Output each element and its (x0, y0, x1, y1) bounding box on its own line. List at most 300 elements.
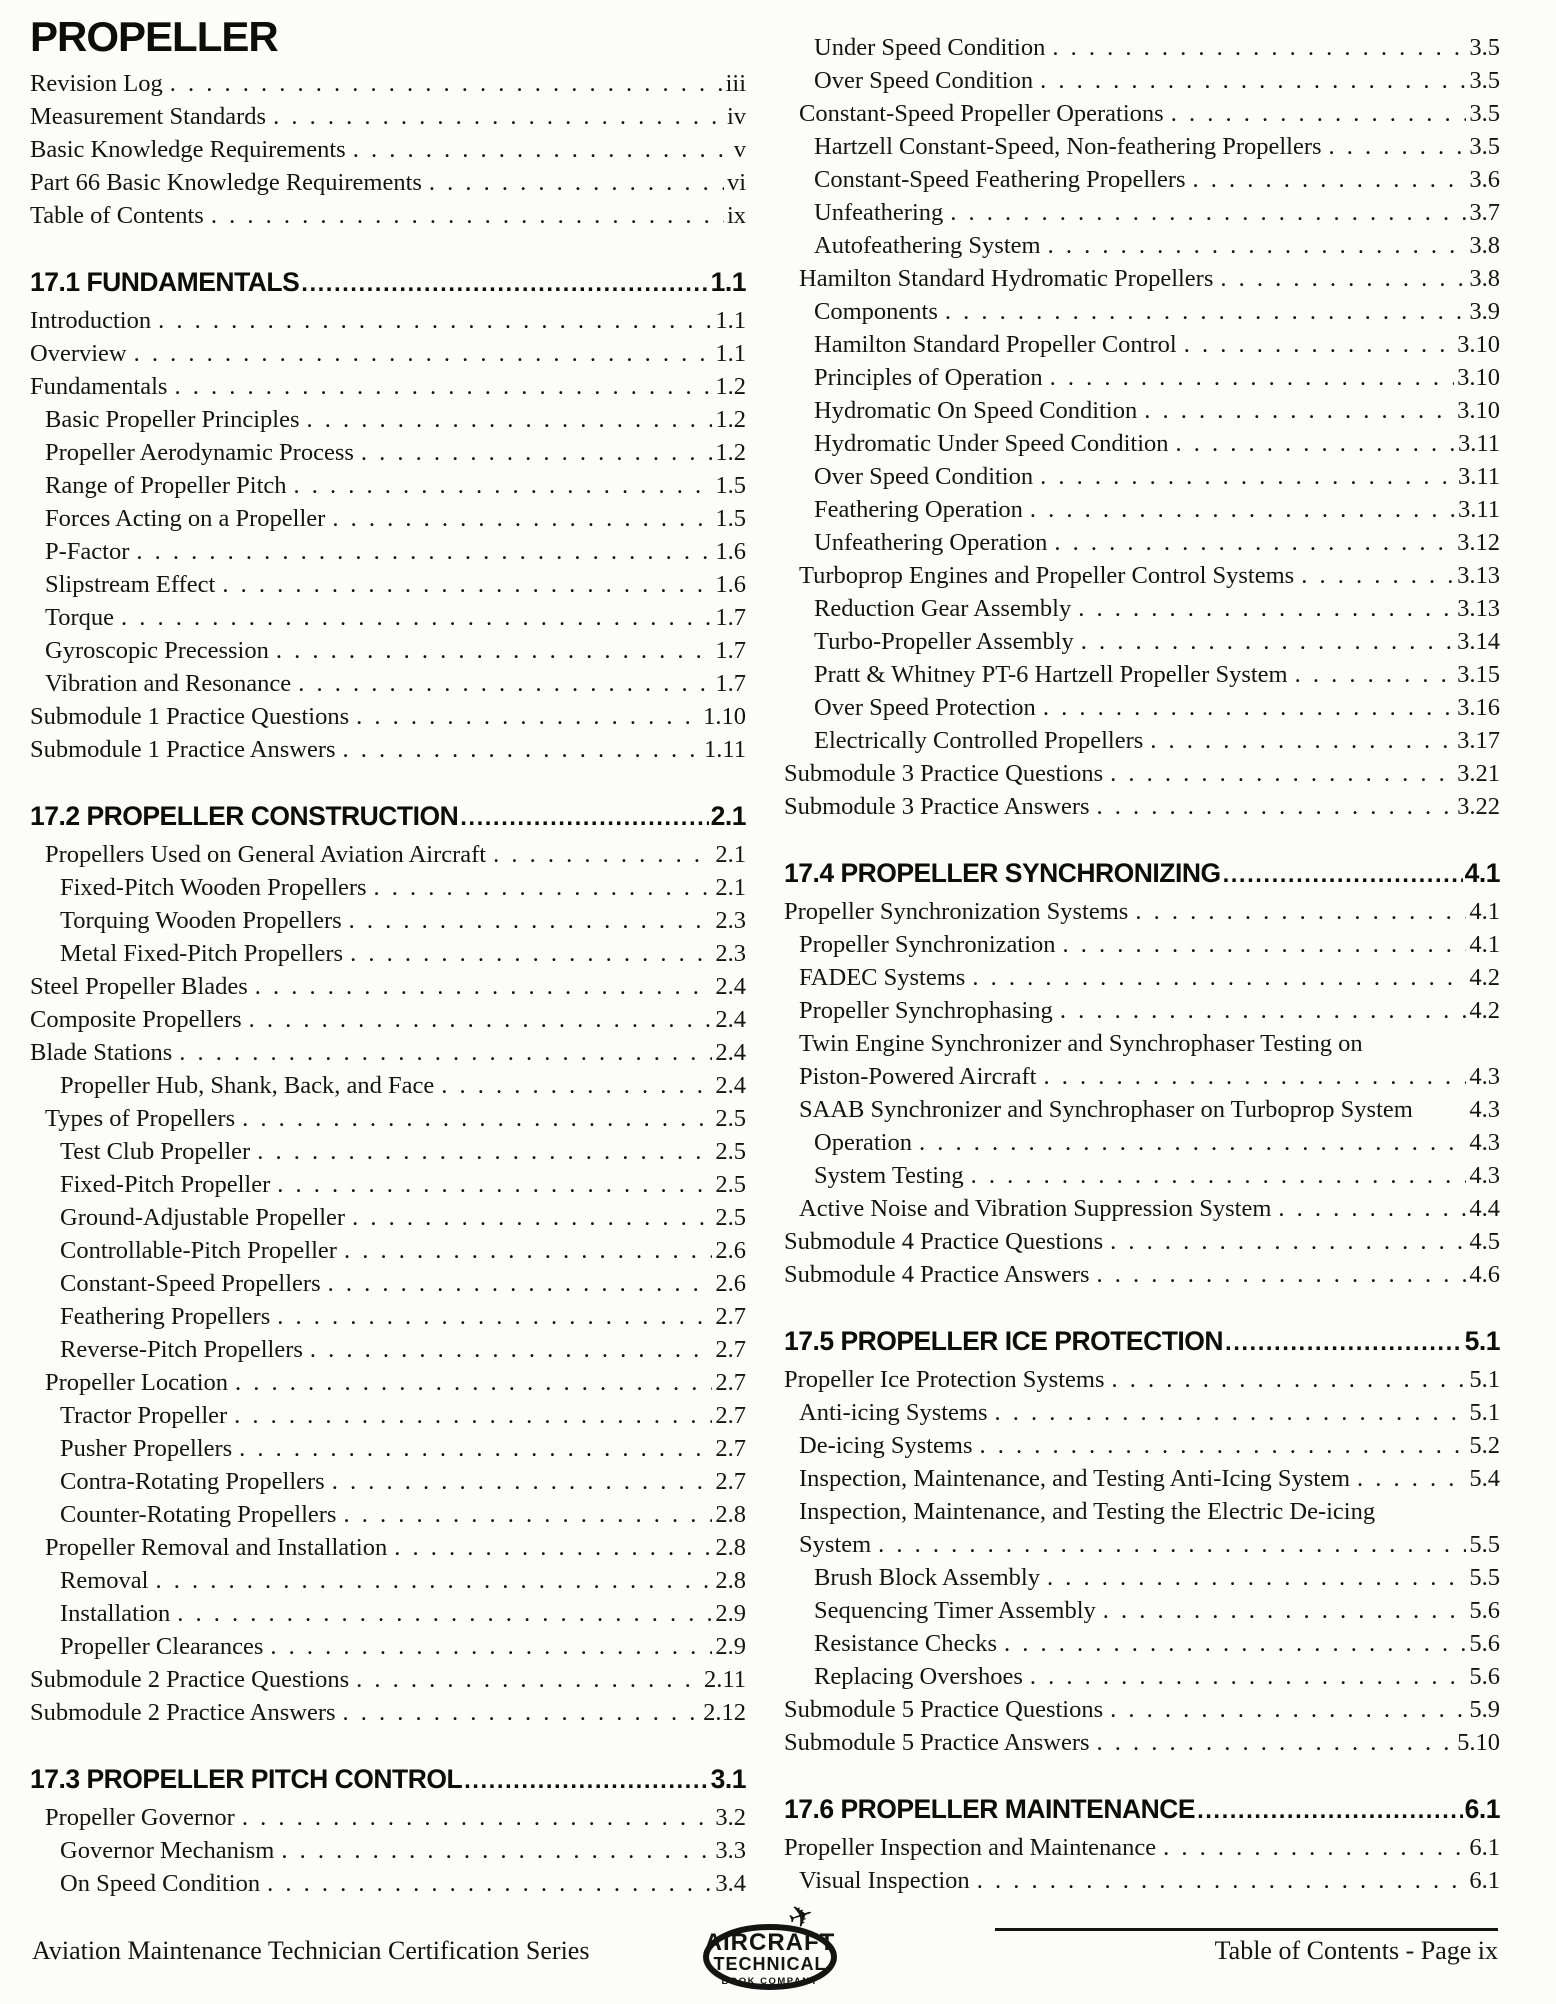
toc-entry-page: 3.10 (1457, 364, 1500, 391)
toc-entry-page: 5.5 (1469, 1531, 1500, 1558)
toc-entry-title: Blade Stations (30, 1039, 173, 1066)
toc-entry-page: v (733, 136, 746, 163)
toc-entry (784, 1399, 1500, 1432)
toc-entry-title: Principles of Operation (814, 364, 1043, 391)
toc-entry-title: Turboprop Engines and Propeller Control Systems (799, 562, 1295, 589)
toc-entry-page: 3.10 (1457, 397, 1500, 424)
leader-dots (977, 1867, 1467, 1895)
leader-dots (1197, 1794, 1463, 1825)
toc-entry-page: iv (726, 103, 746, 130)
toc-section (784, 34, 1500, 826)
toc-entry (784, 694, 1500, 727)
toc-entry-page: 3.17 (1457, 727, 1500, 754)
toc-entry-title: Constant-Speed Propellers (60, 1270, 321, 1297)
leader-dots (273, 103, 724, 131)
toc-entry (784, 1228, 1500, 1261)
toc-entry-page: 5.9 (1469, 1696, 1500, 1723)
toc-entry (30, 571, 746, 604)
leader-dots (170, 70, 723, 98)
leader-dots (343, 736, 702, 764)
toc-entry-page: 3.13 (1457, 595, 1500, 622)
toc-entry (784, 34, 1500, 67)
toc-entry-title: Part 66 Basic Knowledge Requirements (30, 169, 422, 196)
toc-entry-title: Visual Inspection (799, 1867, 970, 1894)
leader-dots (1220, 265, 1466, 293)
toc-entry (784, 100, 1500, 133)
leader-dots (301, 267, 708, 298)
leader-dots (1063, 931, 1467, 959)
toc-entry-page: 2.7 (715, 1402, 746, 1429)
toc-entry-title: Constant-Speed Feathering Propellers (814, 166, 1186, 193)
leader-dots (1040, 463, 1455, 491)
toc-entry (30, 1435, 746, 1468)
leader-dots (136, 538, 712, 566)
toc-entry-title: Propeller Governor (45, 1804, 235, 1831)
section-header-page: 4.1 (1464, 858, 1500, 888)
toc-entry-page: 2.5 (715, 1105, 746, 1132)
toc-entry-title: Basic Knowledge Requirements (30, 136, 346, 163)
leader-dots (1193, 166, 1467, 194)
toc-entry (784, 661, 1500, 694)
section-header-page: 6.1 (1464, 1794, 1500, 1824)
toc-entry-page: 2.3 (715, 907, 746, 934)
toc-entry-title: Autofeathering System (814, 232, 1041, 259)
toc-section (30, 1758, 746, 1903)
toc-entry (784, 1366, 1500, 1399)
leader-dots (277, 1171, 712, 1199)
leader-dots (394, 1534, 712, 1562)
leader-dots (211, 202, 724, 230)
toc-entry-title: Submodule 2 Practice Answers (30, 1699, 336, 1726)
toc-entry-page: 3.6 (1469, 166, 1500, 193)
leader-dots (310, 1336, 712, 1364)
toc-entry-page: 1.10 (703, 703, 746, 730)
toc-entry (30, 1270, 746, 1303)
toc-entry (784, 595, 1500, 628)
toc-entry (784, 232, 1500, 265)
leader-dots (493, 841, 712, 869)
toc-entry (30, 1039, 746, 1072)
toc-entry (784, 1630, 1500, 1663)
toc-entry (30, 1369, 746, 1402)
toc-entry-page: 2.11 (704, 1666, 746, 1693)
toc-entry-title: Propeller Inspection and Maintenance (784, 1834, 1157, 1861)
toc-entry-page: 2.8 (715, 1567, 746, 1594)
section-header-page: 3.1 (710, 1764, 746, 1794)
leader-dots (294, 472, 713, 500)
toc-entry (784, 166, 1500, 199)
toc-entry-page: 3.9 (1469, 298, 1500, 325)
toc-entry (30, 169, 746, 202)
toc-entry-title: System (799, 1531, 872, 1558)
toc-entry-page: 2.7 (715, 1468, 746, 1495)
toc-entry (30, 1837, 746, 1870)
section-header-page: 2.1 (710, 801, 746, 831)
toc-entry (784, 1030, 1500, 1063)
leader-dots (460, 801, 708, 832)
toc-entry (30, 874, 746, 907)
toc-entry-page: 3.10 (1457, 331, 1500, 358)
toc-entry-title: Torquing Wooden Propellers (60, 907, 342, 934)
toc-entry-title: Revision Log (30, 70, 163, 97)
toc-entry-page: 2.8 (715, 1534, 746, 1561)
toc-entry (784, 199, 1500, 232)
toc-entry-title: Composite Propellers (30, 1006, 242, 1033)
toc-entry-page: 6.1 (1469, 1834, 1500, 1861)
section-header-page: 1.1 (710, 267, 746, 297)
leader-dots (1329, 133, 1467, 161)
toc-entry (30, 505, 746, 538)
toc-entry-page: 2.9 (715, 1633, 746, 1660)
toc-entry-page: 4.3 (1469, 1129, 1500, 1156)
toc-entry-title: Hydromatic On Speed Condition (814, 397, 1138, 424)
toc-entry (784, 727, 1500, 760)
toc-entry (30, 1171, 746, 1204)
toc-entry (30, 1633, 746, 1666)
toc-entry-title: Basic Propeller Principles (45, 406, 300, 433)
toc-entry-title: Introduction (30, 307, 152, 334)
toc-entry-title: Governor Mechanism (60, 1837, 275, 1864)
toc-entry-title: Pusher Propellers (60, 1435, 233, 1462)
leader-dots (134, 340, 713, 368)
toc-entry-title: Propellers Used on General Aviation Aircraft (45, 841, 487, 868)
leader-dots (1223, 858, 1463, 889)
toc-entry-page: 1.1 (715, 307, 746, 334)
page-title: PROPELLER (30, 13, 278, 60)
leader-dots (356, 703, 700, 731)
toc-entry-title: Pratt & Whitney PT-6 Hartzell Propeller System (814, 661, 1288, 688)
leader-dots (234, 1402, 712, 1430)
toc-entry-title: Tractor Propeller (60, 1402, 228, 1429)
toc-entry (30, 907, 746, 940)
toc-entry-title: Ground-Adjustable Propeller (60, 1204, 346, 1231)
leader-dots (1004, 1630, 1466, 1658)
toc-entry-title: Electrically Controlled Propellers (814, 727, 1144, 754)
toc-entry-page: 3.7 (1469, 199, 1500, 226)
toc-entry-title: Submodule 1 Practice Answers (30, 736, 336, 763)
leader-dots (242, 1804, 713, 1832)
toc-entry-page: 3.15 (1457, 661, 1500, 688)
toc-section (30, 795, 746, 1732)
leader-dots (972, 964, 1466, 992)
toc-entry-title: Torque (45, 604, 115, 631)
toc-entry (30, 670, 746, 703)
toc-entry-page: 2.7 (715, 1435, 746, 1462)
leader-dots (174, 373, 712, 401)
toc-entry-title: Components (814, 298, 938, 325)
toc-entry-title: Propeller Synchrophasing (799, 997, 1053, 1024)
toc-entry-page: 2.6 (715, 1237, 746, 1264)
section-header-page: 5.1 (1464, 1326, 1500, 1356)
toc-entry-title: Propeller Hub, Shank, Back, and Face (60, 1072, 435, 1099)
leader-dots (1097, 1729, 1455, 1757)
toc-section (30, 70, 746, 235)
toc-entry-title: Reduction Gear Assembly (814, 595, 1072, 622)
logo-text-1: AIRCRAFT (704, 1929, 836, 1956)
toc-entry (784, 1063, 1500, 1096)
toc-entry (784, 1867, 1500, 1900)
toc-entry (30, 538, 746, 571)
airplane-icon: ✈ (783, 1896, 819, 1938)
leader-dots (1135, 898, 1466, 926)
toc-entry-page: 2.7 (715, 1369, 746, 1396)
toc-entry-page: vi (726, 169, 746, 196)
section-header (784, 852, 1500, 898)
toc-entry-page: 4.2 (1469, 997, 1500, 1024)
section-header (784, 1320, 1500, 1366)
toc-entry (784, 1834, 1500, 1867)
leader-dots (1295, 661, 1455, 689)
toc-entry-page: 4.5 (1469, 1228, 1500, 1255)
leader-dots (328, 1270, 713, 1298)
leader-dots (1150, 727, 1454, 755)
toc-entry (784, 496, 1500, 529)
toc-entry (784, 331, 1500, 364)
toc-entry-title: Inspection, Maintenance, and Testing the Electric De-icing (799, 1498, 1376, 1525)
toc-entry (784, 793, 1500, 826)
toc-entry-page: 5.1 (1469, 1366, 1500, 1393)
toc-entry-page: 5.6 (1469, 1663, 1500, 1690)
leader-dots (344, 1237, 712, 1265)
footer-divider (995, 1928, 1498, 1931)
section-header-label: 17.1 FUNDAMENTALS (30, 267, 300, 297)
toc-entry-title: P-Factor (45, 538, 130, 565)
leader-dots (255, 973, 713, 1001)
toc-entry-page: 5.6 (1469, 1597, 1500, 1624)
toc-entry-page: 4.3 (1469, 1096, 1500, 1123)
toc-entry-title: Steel Propeller Blades (30, 973, 248, 1000)
leader-dots (1043, 1063, 1466, 1091)
toc-entry-page: 3.21 (1457, 760, 1500, 787)
toc-entry-page: 2.7 (715, 1303, 746, 1330)
section-header-label: 17.5 PROPELLER ICE PROTECTION (784, 1326, 1224, 1356)
toc-entry (784, 997, 1500, 1030)
toc-entry-title: Overview (30, 340, 127, 367)
leader-dots (343, 1699, 701, 1727)
leader-dots (222, 571, 712, 599)
leader-dots (374, 874, 713, 902)
toc-entry-title: Over Speed Condition (814, 67, 1034, 94)
toc-entry (784, 1696, 1500, 1729)
leader-dots (971, 1162, 1467, 1190)
toc-entry-title: Reverse-Pitch Propellers (60, 1336, 303, 1363)
leader-dots (353, 136, 731, 164)
toc-entry-title: Submodule 3 Practice Answers (784, 793, 1090, 820)
toc-entry-title: Slipstream Effect (45, 571, 216, 598)
leader-dots (158, 307, 712, 335)
leader-dots (306, 406, 712, 434)
toc-section (784, 1788, 1500, 1900)
toc-entry (30, 1804, 746, 1837)
toc-entry-title: Hartzell Constant-Speed, Non-feathering Propellers (814, 133, 1322, 160)
section-header-label: 17.2 PROPELLER CONSTRUCTION (30, 801, 459, 831)
toc-entry-title: Propeller Clearances (60, 1633, 264, 1660)
toc-entry-title: Propeller Location (45, 1369, 229, 1396)
leader-dots (349, 907, 713, 935)
toc-entry-title: Unfeathering Operation (814, 529, 1048, 556)
toc-entry (784, 67, 1500, 100)
toc-entry-page: 2.4 (715, 973, 746, 1000)
toc-column-right (784, 12, 1500, 1903)
toc-entry-title: Submodule 3 Practice Questions (784, 760, 1104, 787)
toc-entry (784, 1729, 1500, 1762)
leader-dots (1050, 364, 1455, 392)
toc-entry-page: 1.7 (715, 637, 746, 664)
toc-entry (30, 1402, 746, 1435)
toc-entry (30, 736, 746, 769)
leader-dots (1278, 1195, 1466, 1223)
toc-entry-page: 3.4 (715, 1870, 746, 1897)
toc-entry (784, 1261, 1500, 1294)
toc-entry (784, 931, 1500, 964)
toc-entry (784, 562, 1500, 595)
section-header (30, 1758, 746, 1804)
leader-dots (1163, 1834, 1466, 1862)
toc-entry (30, 1006, 746, 1039)
leader-dots (298, 670, 712, 698)
toc-entry-page: 2.5 (715, 1138, 746, 1165)
leader-dots (1176, 430, 1456, 458)
toc-entry (30, 1303, 746, 1336)
toc-entry (30, 1237, 746, 1270)
toc-entry-page: 1.2 (715, 439, 746, 466)
toc-entry (30, 841, 746, 874)
leader-dots (1052, 34, 1466, 62)
section-header (30, 261, 746, 307)
toc-entry (30, 136, 746, 169)
toc-entry (30, 307, 746, 340)
toc-entry-page: 2.8 (715, 1501, 746, 1528)
toc-entry-title: Feathering Propellers (60, 1303, 271, 1330)
toc-entry-page: 2.3 (715, 940, 746, 967)
toc-entry-title: Feathering Operation (814, 496, 1023, 523)
toc-entry-title: Operation (814, 1129, 912, 1156)
toc-entry-title: Resistance Checks (814, 1630, 998, 1657)
toc-entry (30, 70, 746, 103)
toc-entry-page: 3.13 (1457, 562, 1500, 589)
toc-entry-title: Measurement Standards (30, 103, 267, 130)
toc-entry (30, 202, 746, 235)
toc-entry-title: Propeller Synchronization Systems (784, 898, 1129, 925)
leader-dots (1144, 397, 1454, 425)
logo-text-2: TECHNICAL (713, 1954, 827, 1974)
toc-entry-page: 4.6 (1469, 1261, 1500, 1288)
toc-entry-page: 2.5 (715, 1171, 746, 1198)
toc-entry-title: Over Speed Condition (814, 463, 1034, 490)
toc-entry (30, 1534, 746, 1567)
leader-dots (242, 1105, 712, 1133)
section-header-label: 17.6 PROPELLER MAINTENANCE (784, 1794, 1196, 1824)
toc-entry-page: 4.3 (1469, 1063, 1500, 1090)
leader-dots (1030, 496, 1455, 524)
toc-entry (784, 529, 1500, 562)
toc-entry-title: Types of Propellers (45, 1105, 236, 1132)
toc-entry-page: 3.22 (1457, 793, 1500, 820)
leader-dots (332, 505, 712, 533)
toc-entry (784, 1096, 1500, 1129)
toc-entry-page: 6.1 (1469, 1867, 1500, 1894)
toc-entry-page: 5.10 (1457, 1729, 1500, 1756)
footer-page-label: Table of Contents - Page ix (1214, 1936, 1498, 1965)
toc-entry-title: Propeller Removal and Installation (45, 1534, 388, 1561)
leader-dots (950, 199, 1466, 227)
toc-entry (30, 373, 746, 406)
leader-dots (980, 1432, 1467, 1460)
toc-entry (784, 463, 1500, 496)
leader-dots (1078, 595, 1454, 623)
toc-entry (30, 1600, 746, 1633)
toc-entry (30, 406, 746, 439)
toc-entry-page: 3.5 (1469, 100, 1500, 127)
leader-dots (945, 298, 1467, 326)
toc-entry-title: Submodule 4 Practice Questions (784, 1228, 1104, 1255)
toc-entry-title: Active Noise and Vibration Suppression System (799, 1195, 1272, 1222)
leader-dots (155, 1567, 712, 1595)
leader-dots (919, 1129, 1466, 1157)
toc-entry (30, 973, 746, 1006)
toc-entry-title: Hamilton Standard Hydromatic Propellers (799, 265, 1214, 292)
toc-entry (784, 133, 1500, 166)
toc-entry-title: Installation (60, 1600, 171, 1627)
leader-dots (1110, 1696, 1466, 1724)
leader-dots (1043, 694, 1454, 722)
toc-entry (784, 1564, 1500, 1597)
leader-dots (1110, 760, 1454, 788)
toc-entry-page: 2.4 (715, 1039, 746, 1066)
toc-entry (784, 364, 1500, 397)
toc-entry-page: 1.7 (715, 670, 746, 697)
logo-text-3: BOOK COMPANY (721, 1976, 819, 1987)
toc-entry-title: Submodule 5 Practice Questions (784, 1696, 1104, 1723)
toc-entry-page: 4.4 (1469, 1195, 1500, 1222)
leader-dots (995, 1399, 1467, 1427)
leader-dots (1060, 997, 1467, 1025)
footer-series-title: Aviation Maintenance Technician Certification Series (32, 1936, 590, 1965)
section-header-label: 17.3 PROPELLER PITCH CONTROL (30, 1764, 463, 1794)
toc-entry-page: 1.5 (715, 505, 746, 532)
toc-section (784, 852, 1500, 1294)
toc-entry-title: System Testing (814, 1162, 964, 1189)
leader-dots (1357, 1465, 1466, 1493)
leader-dots (1047, 1564, 1466, 1592)
toc-entry (30, 103, 746, 136)
leader-dots (1048, 232, 1467, 260)
toc-entry-title: De-icing Systems (799, 1432, 973, 1459)
section-header (784, 1788, 1500, 1834)
toc-entry-page: 4.1 (1469, 898, 1500, 925)
leader-dots (429, 169, 724, 197)
toc-entry (784, 628, 1500, 661)
toc-entry-title: Over Speed Protection (814, 694, 1036, 721)
leader-dots (281, 1837, 712, 1865)
toc-entry-page: 2.7 (715, 1336, 746, 1363)
toc-entry (784, 964, 1500, 997)
toc-entry (30, 340, 746, 373)
toc-entry-page: 2.9 (715, 1600, 746, 1627)
toc-entry-page: 5.4 (1469, 1465, 1500, 1492)
leader-dots (1081, 628, 1454, 656)
leader-dots (1030, 1663, 1467, 1691)
toc-entry-page: 1.11 (704, 736, 746, 763)
toc-entry-page: 5.2 (1469, 1432, 1500, 1459)
toc-entry-page: 3.14 (1457, 628, 1500, 655)
toc-entry-page: 4.3 (1469, 1162, 1500, 1189)
toc-entry-page: 2.4 (715, 1072, 746, 1099)
toc-entry-page: 5.6 (1469, 1630, 1500, 1657)
toc-entry (30, 439, 746, 472)
toc-entry-title: Submodule 2 Practice Questions (30, 1666, 350, 1693)
toc-entry (784, 298, 1500, 331)
